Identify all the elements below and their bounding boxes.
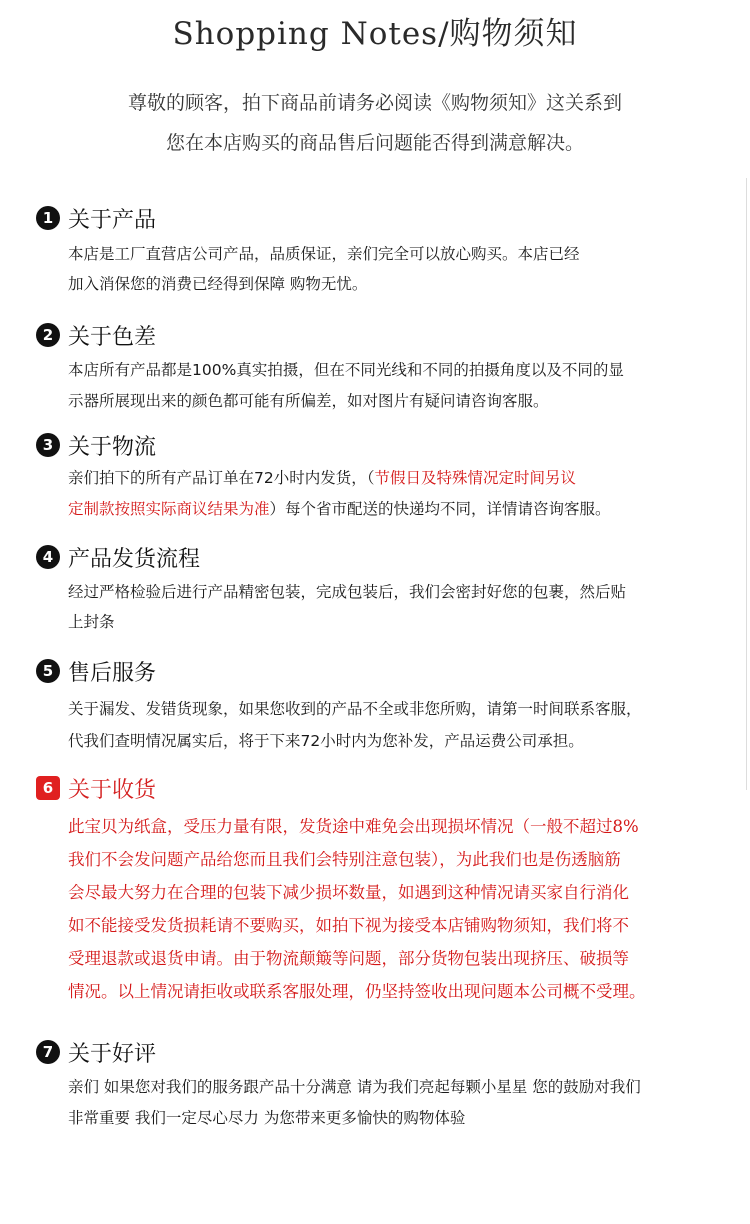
section-product-text: 加入消保您的消费已经得到保障 购物无忧。	[68, 275, 368, 293]
number-2-icon: 2	[36, 323, 60, 347]
section-shipping-text: 经过严格检验后进行产品精密包装，完成包装后，我们会密封好您的包裹，然后贴	[68, 583, 627, 601]
section-title: 产品发货流程	[68, 546, 201, 572]
section-receiving-heading	[36, 773, 156, 803]
section-review-text: 亲们 如果您对我们的服务跟产品十分满意 请为我们亮起每颗小星星 您的鼓励对我们	[68, 1078, 641, 1096]
logistics-text-highlight: 定制款按照实际商议结果为准	[68, 500, 270, 518]
number-7-icon: 7	[36, 1040, 60, 1064]
page-title: Shopping Notes/购物须知	[172, 16, 578, 52]
section-receiving-text: 受理退款或退货申请。由于物流颠簸等问题，部分货物包装出现挤压、破损等	[68, 949, 629, 968]
section-logistics-heading	[36, 430, 156, 460]
section-shipping-heading	[36, 542, 200, 572]
logistics-text-normal: 亲们拍下的所有产品订单在72小时内发货，（	[68, 469, 375, 487]
section-title: 关于好评	[68, 1041, 157, 1067]
section-title: 关于物流	[68, 434, 157, 460]
logistics-text-normal: ）每个省市配送的快递均不同，详情请咨询客服。	[269, 500, 611, 518]
section-receiving-text: 会尽最大努力在合理的包装下减少损坏数量，如遇到这种情况请买家自行消化	[68, 883, 629, 902]
section-title: 售后服务	[68, 660, 157, 686]
section-shipping-text: 上封条	[68, 613, 115, 631]
number-5-icon: 5	[36, 659, 60, 683]
logistics-text-highlight: 节假日及特殊情况定时间另议	[374, 469, 576, 487]
number-6-icon: 6	[36, 776, 60, 800]
section-after-sales-text: 关于漏发、发错货现象，如果您收到的产品不全或非您所购，请第一时间联系客服，	[68, 700, 642, 718]
section-logistics-text	[68, 497, 611, 519]
section-review-text: 非常重要 我们一定尽心尽力 为您带来更多愉快的购物体验	[68, 1109, 466, 1127]
section-product-heading	[36, 203, 156, 233]
section-review-heading	[36, 1037, 156, 1067]
section-logistics-text	[68, 466, 576, 488]
intro-line-1: 尊敬的顾客，拍下商品前请务必阅读《购物须知》这关系到	[127, 92, 622, 114]
section-receiving-text: 如不能接受发货损耗请不要购买，如拍下视为接受本店铺购物须知，我们将不	[68, 916, 629, 935]
right-edge-divider	[746, 178, 747, 790]
section-title: 关于色差	[68, 324, 157, 350]
section-color-text: 示器所展现出来的颜色都可能有所偏差，如对图片有疑问请咨询客服。	[68, 392, 549, 410]
section-title: 关于收货	[68, 777, 157, 803]
section-after-sales-text: 代我们查明情况属实后，将于下来72小时内为您补发，产品运费公司承担。	[68, 732, 584, 750]
section-receiving-text: 情况。以上情况请拒收或联系客服处理，仍坚持签收出现问题本公司概不受理。	[68, 982, 646, 1001]
section-color-text: 本店所有产品都是100%真实拍摄，但在不同光线和不同的拍摄角度以及不同的显	[68, 361, 624, 379]
section-color-heading	[36, 320, 156, 350]
number-3-icon: 3	[36, 433, 60, 457]
number-4-icon: 4	[36, 545, 60, 569]
section-receiving-text: 此宝贝为纸盒，受压力量有限，发货途中难免会出现损坏情况（一般不超过8%	[68, 817, 639, 836]
section-product-text: 本店是工厂直营店公司产品，品质保证，亲们完全可以放心购买。本店已经	[68, 245, 580, 263]
section-title: 关于产品	[68, 207, 157, 233]
section-receiving-text: 我们不会发问题产品给您而且我们会特别注意包装），为此我们也是伤透脑筋	[68, 850, 621, 869]
section-after-sales-heading	[36, 656, 156, 686]
number-1-icon: 1	[36, 206, 60, 230]
intro-line-2: 您在本店购买的商品售后问题能否得到满意解决。	[165, 132, 584, 154]
